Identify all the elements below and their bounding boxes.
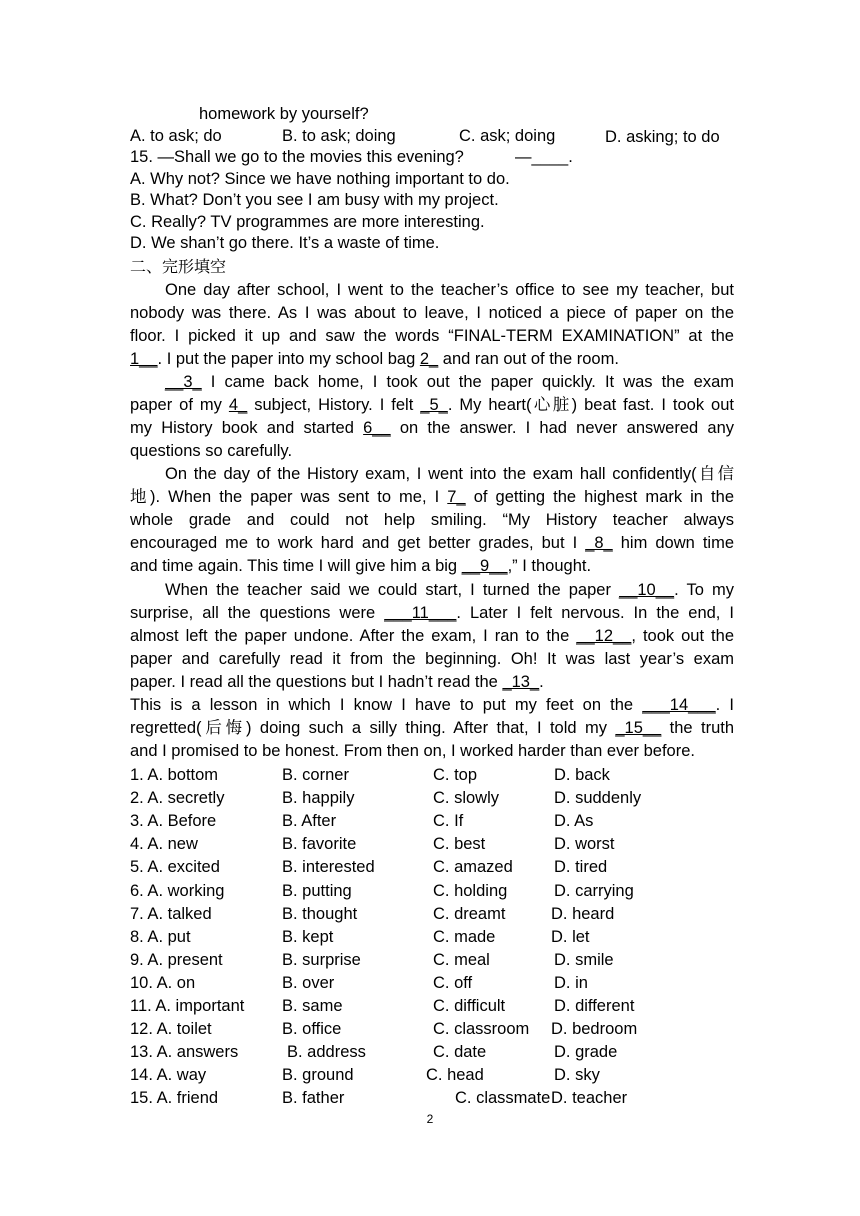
q15-stem: 15. —Shall we go to the movies this evening? bbox=[130, 148, 464, 166]
passage-line bbox=[130, 626, 734, 646]
choice-q10-d: D. in bbox=[554, 973, 588, 992]
choice-q4-b: B. favorite bbox=[282, 835, 357, 854]
choice-q7-c: C. dreamt bbox=[433, 904, 506, 923]
passage-line: nobody was there. As I was about to leave, I noticed a piece of paper on the bbox=[130, 304, 734, 322]
passage-text: paper of my bbox=[130, 396, 229, 414]
passage-line bbox=[130, 418, 734, 438]
passage-text: ) doing such a silly thing. After that, I told my bbox=[246, 719, 616, 737]
passage-text: , took out the bbox=[631, 627, 734, 645]
passage-text: and time again. This time I will give him a big bbox=[130, 557, 462, 575]
choice-q6-d: D. carrying bbox=[554, 881, 634, 900]
q15-option-a: A. Why not? Since we have nothing important to do. bbox=[130, 170, 510, 188]
choice-q9-c: C. meal bbox=[433, 950, 490, 969]
passage-text: This is a lesson in which I know I have to put my feet on the bbox=[130, 696, 643, 714]
blank-8: _8_ bbox=[585, 534, 613, 552]
choice-q13-d: D. grade bbox=[554, 1043, 618, 1062]
choice-q15-b: B. father bbox=[282, 1089, 345, 1108]
choice-q4-d: D. worst bbox=[554, 835, 615, 854]
choice-q9-b: B. surprise bbox=[282, 950, 361, 969]
blank-10: __10__ bbox=[619, 581, 675, 599]
passage-text: ). When the paper was sent to me, I bbox=[149, 488, 448, 506]
choice-q15-c: C. classmate bbox=[455, 1089, 551, 1108]
choice-q11-b: B. same bbox=[282, 997, 343, 1015]
choice-q8-c: C. made bbox=[433, 927, 496, 946]
page-number: 2 bbox=[426, 1112, 434, 1126]
blank-9: __9__ bbox=[461, 557, 508, 575]
choice-q13-c: C. date bbox=[433, 1043, 487, 1062]
choice-q3-c: C. If bbox=[433, 812, 464, 831]
passage-line bbox=[130, 487, 734, 507]
choice-q13-b: B. address bbox=[287, 1043, 366, 1062]
passage-line bbox=[130, 580, 734, 600]
passage-line: and I promised to be honest. From then on, I worked harder than ever before. bbox=[130, 742, 695, 760]
choice-q14-b: B. ground bbox=[282, 1066, 354, 1085]
passage-text: paper. I read all the questions but I hadn’t read the bbox=[130, 673, 503, 691]
choice-q1-b: B. corner bbox=[282, 766, 349, 784]
chinese-gloss: 后悔 bbox=[201, 718, 246, 737]
blank-12: __12__ bbox=[576, 627, 632, 645]
chinese-gloss: 地 bbox=[130, 487, 150, 506]
passage-text: . To my bbox=[674, 581, 734, 599]
choice-q14-d: D. sky bbox=[554, 1066, 600, 1085]
choice-q11-d: D. different bbox=[554, 997, 635, 1015]
choice-q3-a: 3. A. Before bbox=[130, 812, 217, 831]
passage-text: encouraged me to work hard and get better grades, but I bbox=[130, 534, 586, 552]
blank-1: 1__ bbox=[130, 350, 158, 368]
choice-q5-a: 5. A. excited bbox=[130, 858, 220, 877]
q15-reply: —____. bbox=[515, 148, 573, 166]
blank-14: ___14___ bbox=[642, 696, 716, 714]
choice-q12-c: C. classroom bbox=[433, 1020, 530, 1039]
passage-line: paper and carefully read it from the beginning. Oh! It was last year’s exam bbox=[130, 650, 734, 668]
choice-q9-a: 9. A. present bbox=[130, 950, 223, 969]
choice-q1-a: 1. A. bottom bbox=[130, 766, 219, 784]
q14-option-a: A. to ask; do bbox=[130, 127, 222, 145]
choice-q11-c: C. difficult bbox=[433, 997, 506, 1015]
choice-q5-c: C. amazed bbox=[433, 858, 513, 877]
choice-q9-d: D. smile bbox=[554, 950, 614, 969]
passage-text: him down time bbox=[612, 534, 734, 552]
choice-q2-a: 2. A. secretly bbox=[130, 789, 225, 808]
passage-line: floor. I picked it up and saw the words “FINAL-TERM EXAMINATION” at the bbox=[130, 327, 734, 345]
choice-q8-b: B. kept bbox=[282, 927, 334, 946]
choice-q8-d: D. let bbox=[551, 927, 590, 946]
blank-4: 4_ bbox=[228, 396, 248, 414]
blank-2: 2_ bbox=[419, 350, 439, 368]
choice-q12-b: B. office bbox=[282, 1020, 342, 1039]
passage-line bbox=[130, 464, 734, 484]
choice-q7-b: B. thought bbox=[282, 904, 358, 923]
blank-11: ___11___ bbox=[384, 604, 457, 622]
blank-15: _15__ bbox=[615, 719, 662, 737]
choice-q4-c: C. best bbox=[433, 835, 486, 854]
passage-line bbox=[130, 718, 734, 738]
chinese-gloss: 心脏 bbox=[531, 395, 572, 414]
passage-text: my History book and started bbox=[130, 419, 364, 437]
choice-q1-c: C. top bbox=[433, 766, 478, 784]
choice-q10-b: B. over bbox=[282, 973, 335, 992]
passage-text: . Later I felt nervous. In the end, I bbox=[456, 604, 734, 622]
q14-option-c: C. ask; doing bbox=[459, 127, 556, 145]
choice-q2-d: D. suddenly bbox=[554, 789, 642, 808]
passage-text: and ran out of the room. bbox=[438, 350, 619, 368]
blank-3: __3_ bbox=[165, 373, 202, 391]
choice-q11-a: 11. A. important bbox=[130, 997, 245, 1015]
passage-text: . I bbox=[715, 696, 734, 714]
q15-option-b: B. What? Don’t you see I am busy with my project. bbox=[130, 191, 499, 209]
choice-q10-a: 10. A. on bbox=[130, 973, 196, 992]
choice-q3-b: B. After bbox=[282, 812, 337, 831]
blank-6: 6__ bbox=[363, 419, 391, 437]
passage-line bbox=[130, 372, 734, 392]
section-title: 二、完形填空 bbox=[130, 257, 227, 276]
passage-line bbox=[130, 695, 734, 715]
choice-q3-d: D. As bbox=[554, 812, 594, 831]
choice-q2-b: B. happily bbox=[282, 789, 355, 808]
passage-text: . My heart( bbox=[447, 396, 532, 414]
passage-text: ) beat fast. I took out bbox=[571, 396, 734, 414]
passage-line: whole grade and could not help smiling. “My History teacher always bbox=[130, 511, 734, 529]
choice-q8-a: 8. A. put bbox=[130, 927, 191, 946]
q15-option-d: D. We shan’t go there. It’s a waste of time. bbox=[130, 234, 440, 252]
choice-q12-d: D. bedroom bbox=[551, 1020, 638, 1039]
passage-text: almost left the paper undone. After the exam, I ran to the bbox=[130, 627, 577, 645]
passage-line bbox=[130, 395, 734, 415]
passage-text: subject, History. I felt bbox=[247, 396, 421, 414]
q15-option-c: C. Really? TV programmes are more interesting. bbox=[130, 213, 485, 231]
passage-text: . I put the paper into my school bag bbox=[157, 350, 420, 368]
q14-option-d: D. asking; to do bbox=[605, 128, 720, 146]
passage-text: I came back home, I took out the paper quickly. It was the exam bbox=[201, 373, 734, 391]
choice-q15-d: D. teacher bbox=[551, 1089, 628, 1108]
choice-q14-c: C. head bbox=[426, 1066, 484, 1085]
passage-text: the truth bbox=[661, 719, 735, 737]
choice-q6-c: C. holding bbox=[433, 881, 508, 900]
choice-q7-d: D. heard bbox=[551, 904, 615, 923]
choice-q2-c: C. slowly bbox=[433, 789, 500, 808]
choice-q15-a: 15. A. friend bbox=[130, 1089, 219, 1108]
passage-text: surprise, all the questions were bbox=[130, 604, 385, 622]
passage-text: When the teacher said we could start, I turned the paper bbox=[165, 581, 620, 599]
passage-text: regretted( bbox=[130, 719, 202, 737]
passage-line bbox=[130, 672, 734, 692]
passage-text: . bbox=[539, 673, 544, 691]
passage-line bbox=[130, 349, 734, 369]
choice-q5-d: D. tired bbox=[554, 858, 608, 877]
passage-line bbox=[130, 533, 734, 553]
passage-text: on the answer. I had never answered any bbox=[390, 419, 734, 437]
q14-stem-end: homework by yourself? bbox=[199, 105, 369, 123]
blank-5: _5_ bbox=[420, 396, 448, 414]
choice-q7-a: 7. A. talked bbox=[130, 904, 212, 923]
choice-q6-a: 6. A. working bbox=[130, 881, 225, 900]
q14-option-b: B. to ask; doing bbox=[282, 127, 396, 145]
blank-7: 7_ bbox=[447, 488, 466, 506]
choice-q10-c: C. off bbox=[433, 973, 473, 992]
passage-line: questions so carefully. bbox=[130, 442, 293, 460]
choice-q13-a: 13. A. answers bbox=[130, 1043, 239, 1062]
choice-q14-a: 14. A. way bbox=[130, 1066, 207, 1085]
choice-q6-b: B. putting bbox=[282, 881, 352, 900]
choice-q12-a: 12. A. toilet bbox=[130, 1020, 212, 1039]
passage-text: On the day of the History exam, I went into the exam hall confidently( bbox=[165, 465, 697, 483]
choice-q1-d: D. back bbox=[554, 766, 610, 784]
passage-line bbox=[130, 556, 734, 576]
chinese-gloss: 自信 bbox=[696, 464, 735, 483]
passage-text: of getting the highest mark in the bbox=[465, 488, 734, 506]
choice-q5-b: B. interested bbox=[282, 858, 375, 877]
passage-line bbox=[130, 603, 734, 623]
passage-line: One day after school, I went to the teacher’s office to see my teacher, but bbox=[165, 281, 734, 299]
blank-13: _13_ bbox=[502, 673, 540, 691]
choice-q4-a: 4. A. new bbox=[130, 835, 198, 854]
passage-text: ,” I thought. bbox=[507, 557, 592, 575]
